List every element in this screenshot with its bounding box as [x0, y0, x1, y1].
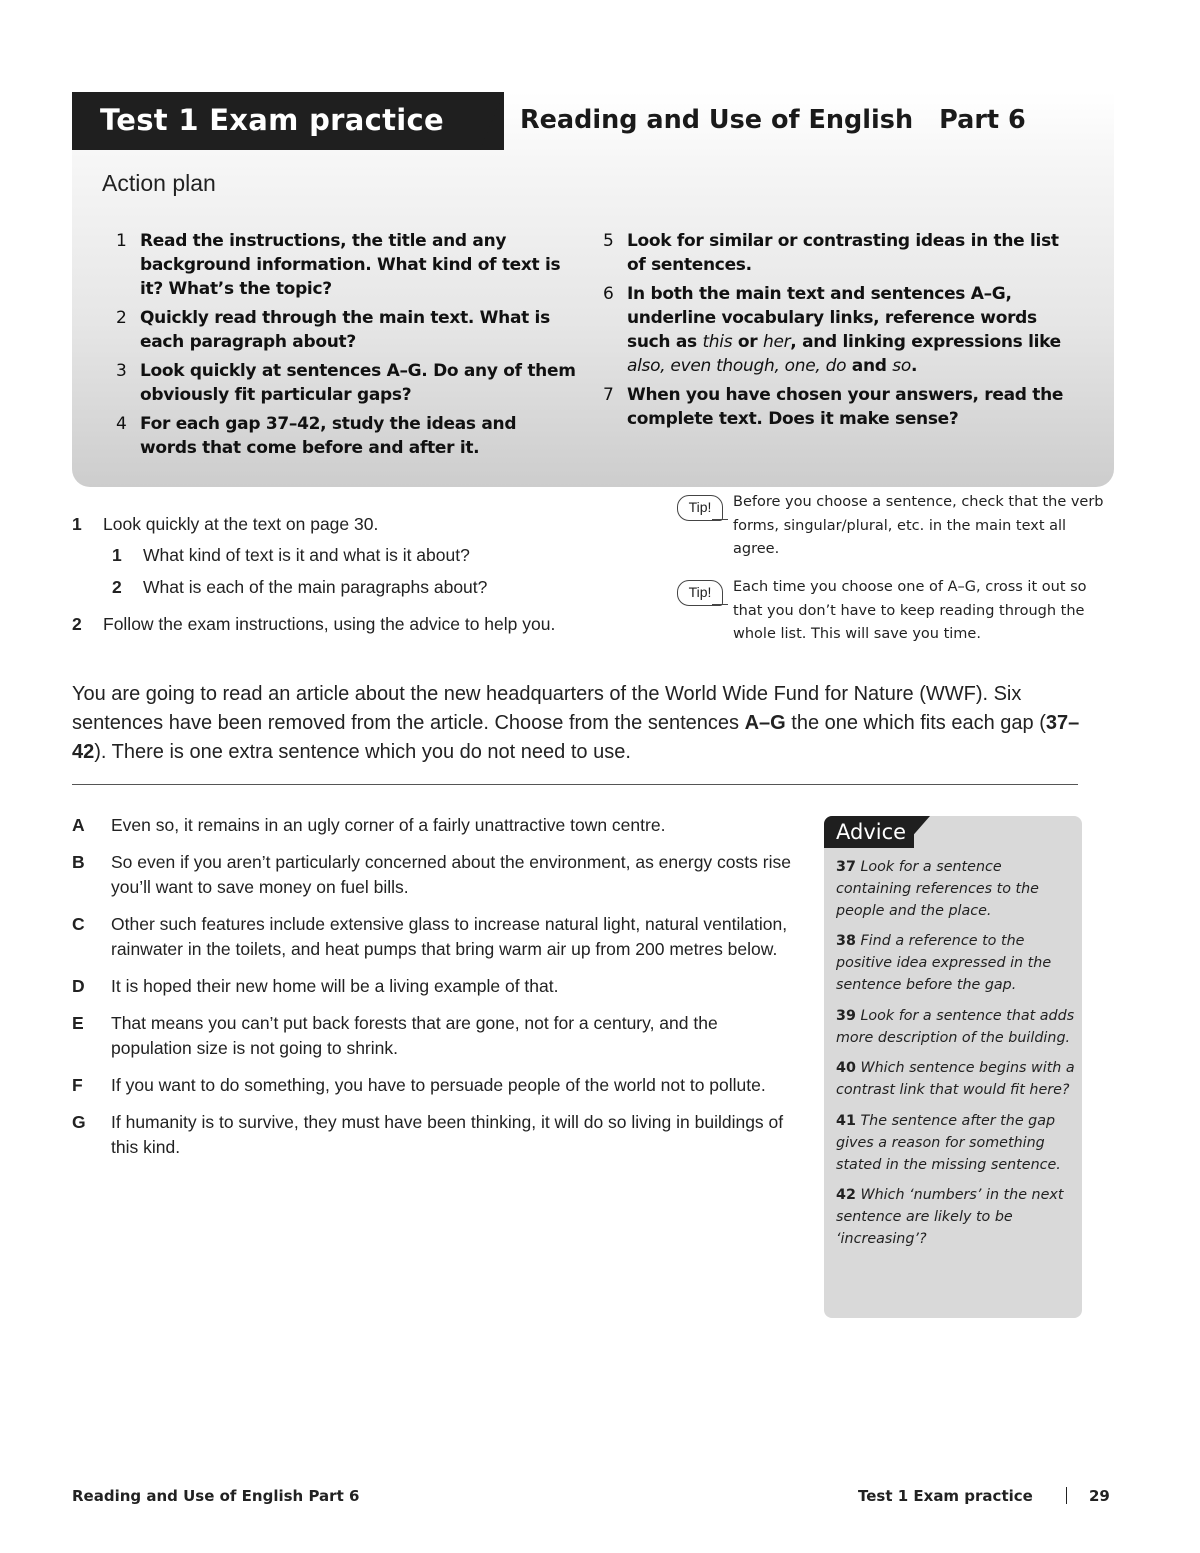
section-part: Part 6: [939, 105, 1026, 135]
action-plan-heading: Action plan: [102, 170, 216, 196]
advice-item: 37 Look for a sentence containing references to the people and the place.: [836, 859, 1039, 919]
title-tab-slant: [480, 92, 504, 150]
tip-connector: [712, 604, 728, 605]
page-number: 29: [1089, 1487, 1110, 1505]
advice-tab-slant: [902, 816, 930, 848]
footer-test-title: Test 1 Exam practice: [858, 1487, 1033, 1505]
action-step: 2 Quickly read through the main text. What is each paragraph about?: [116, 308, 550, 352]
section-title: [520, 98, 1026, 142]
option-c: C Other such features include extensive glass to increase natural light, natural ventilation, rainwater in the toilets, and heat pumps that bring warm air up from 200 metres below.: [72, 914, 788, 959]
question-1-1: 1 What kind of text is it and what is it about?: [112, 545, 470, 565]
option-a: A Even so, it remains in an ugly corner of a fairly unattractive town centre.: [72, 815, 666, 835]
tip-connector: [712, 519, 728, 520]
advice-item: 40 Which sentence begins with a contrast link that would fit here?: [836, 1060, 1075, 1099]
tip-text: Each time you choose one of A–G, cross it out so that you don’t have to keep reading through the whole list. This will save you time.: [733, 579, 1087, 642]
action-plan-list-left: [116, 229, 576, 465]
footer-section: Reading and Use of English Part 6: [72, 1487, 360, 1505]
sentence-options: [72, 813, 802, 1172]
option-f: F If you want to do something, you have to persuade people of the world not to pollute.: [72, 1075, 766, 1095]
exam-instructions: You are going to read an article about the new headquarters of the World Wide Fund for Nature (WWF). Six sentences have been removed from the article. Choose from the sentences A–G the one which fits each gap (37–42). There is one extra sentence which you do not need to use.: [72, 683, 1080, 763]
advice-item: 39 Look for a sentence that adds more description of the building.: [836, 1007, 1075, 1046]
tip-text: Before you choose a sentence, check that the verb forms, singular/plural, etc. in the main text all agree.: [733, 494, 1104, 557]
test-title: Test 1 Exam practice: [100, 103, 444, 137]
action-step: 5 Look for similar or contrasting ideas in the list of sentences.: [603, 231, 1059, 275]
advice-title: Advice: [836, 820, 907, 844]
tip-badge: Tip!: [677, 580, 723, 606]
option-e: E That means you can’t put back forests that are gone, not for a century, and the population size is not going to shrink.: [72, 1013, 718, 1058]
question-1-2: 2 What is each of the main paragraphs about?: [112, 577, 488, 597]
section-name: Reading and Use of English: [520, 105, 914, 135]
question-2: 2 Follow the exam instructions, using the advice to help you.: [72, 614, 556, 634]
option-d: D It is hoped their new home will be a living example of that.: [72, 976, 559, 996]
option-b: B So even if you aren’t particularly concerned about the environment, as energy costs rise you’ll want to save money on fuel bills.: [72, 852, 791, 897]
divider: [72, 784, 1078, 785]
action-step: 7 When you have chosen your answers, read the complete text. Does it make sense?: [603, 385, 1064, 429]
tip-badge: Tip!: [677, 495, 723, 521]
action-step: 3 Look quickly at sentences A–G. Do any of them obviously fit particular gaps?: [116, 361, 576, 405]
action-step: 1 Read the instructions, the title and any background information. What kind of text is it? What’s the topic?: [116, 231, 561, 299]
action-step: 4 For each gap 37–42, study the ideas and words that come before and after it.: [116, 414, 517, 458]
action-step: 6 In both the main text and sentences A–G, underline vocabulary links, reference words such as this or her, and linking expressions like also, even though, one, do and so.: [603, 284, 1061, 376]
advice-item: 41 The sentence after the gap gives a reason for something stated in the missing sentence.: [836, 1112, 1061, 1173]
advice-item: 42 Which ‘numbers’ in the next sentence are likely to be ‘increasing’?: [836, 1187, 1064, 1247]
option-g: G If humanity is to survive, they must have been thinking, it will do so living in buildings of this kind.: [72, 1112, 784, 1157]
footer-separator: [1066, 1487, 1067, 1504]
action-plan-list-right: [603, 229, 1073, 436]
advice-item: 38 Find a reference to the positive idea expressed in the sentence before the gap.: [836, 933, 1052, 993]
advice-list: [836, 857, 1076, 1260]
question-1: 1 Look quickly at the text on page 30.: [72, 514, 379, 534]
